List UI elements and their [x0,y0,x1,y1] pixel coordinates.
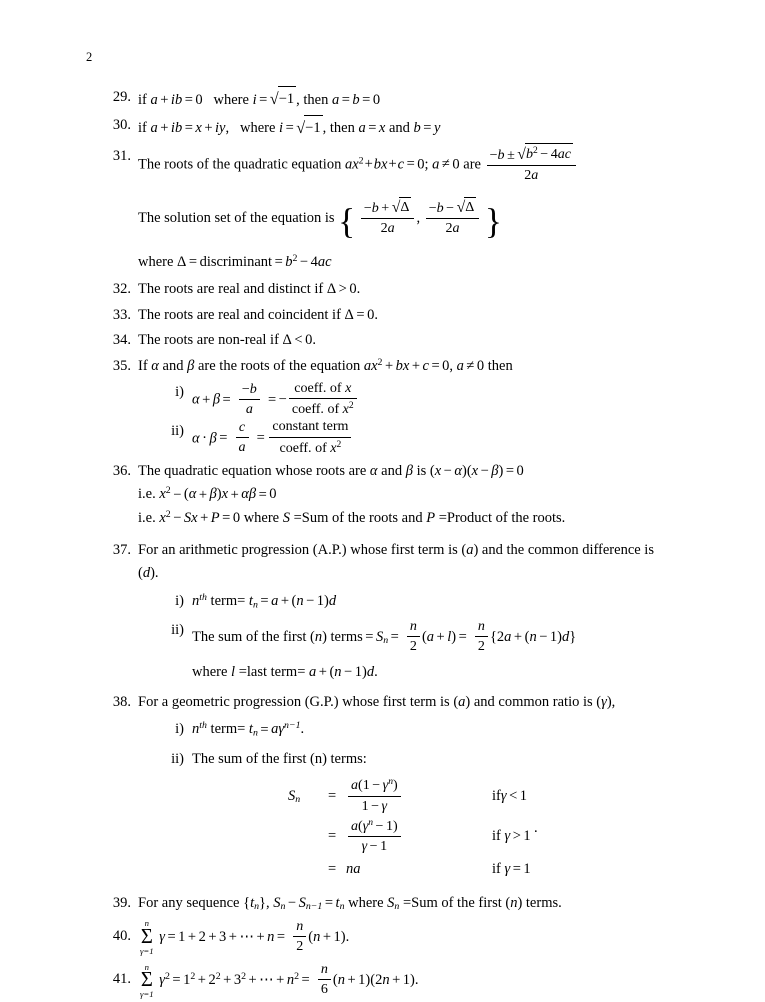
sub-item-body: The sum of the first (n) terms = $S_n$ = $\frac{n}{2}$ (a + l) = $\frac{n}{2}$ {2a + (n − 1)d} where l =last term= a + (n − 1)d. [192,619,660,685]
sub-item-label: ii) [171,751,184,768]
list-item [100,304,660,327]
sum-lower-limit: γ=1 [140,989,154,1000]
list-item [100,892,660,915]
gp-sum-intro: The sum of the first (n) terms: [192,751,367,768]
solution-root-two: $\frac{-b - √\Delta}{2a}$ [426,198,480,237]
gp-expression: $\frac{a(1 - \gamma^n)}{1 - \gamma}$ [346,778,474,816]
list-item [100,691,660,882]
sub-item-label: ii) [171,622,184,639]
list-item [100,86,660,112]
sum-lower-limit: γ=1 [140,945,154,956]
list-item [100,278,660,301]
summation-symbol: n Σ γ=1 [140,918,154,956]
gp-lhs: $S_n$ [288,787,301,806]
item-number: 40. [112,928,131,945]
item-body: n Σ γ=1 $\gamma^2 = 1^2 + 2^2 + 3^2$ + ⋯ + $n^2$ = $\frac{n}{6}$ (n + 1)(2n + 1). [140,961,419,1000]
solution-set-line: The solution set of the equation is { $\frac{-b + √\Delta}{2a}$ , $\frac{-b - √\Delta}{2a}$ } [138,199,502,242]
sum-upper-limit: n [144,918,149,929]
item-body [138,355,660,458]
list-item [100,145,660,274]
gp-equals: = [328,828,337,845]
document-content [100,86,660,1002]
gp-expression: na [346,861,361,878]
gp-row [288,818,660,856]
list-item [100,539,660,685]
sub-item-body: α + β = $\frac{-b}{a}$ = − $\frac{\text{coeff. of x}}{coeff. of x^2}$ [192,381,660,419]
item-number: 33. [112,306,131,323]
sub-item-body [192,748,660,771]
sub-item [164,718,660,742]
list-item [100,460,660,531]
gp-row [288,858,660,881]
item-number: 30. [112,117,131,134]
list-item [100,962,660,999]
item-number: 39. [112,894,131,911]
item-number: 34. [112,332,131,349]
are-word: are [463,156,481,173]
sub-item [164,748,660,771]
list-item [100,114,660,140]
solution-root-one: $\frac{-b + √\Delta}{2a}$ [361,198,415,237]
item-number: 37. [112,541,131,558]
solution-lead: The solution set of the equation is [138,210,335,227]
item-body: The roots are non-real if Δ < 0. [138,332,316,349]
summation-symbol: n Σ γ=1 [140,961,154,1000]
sum-upper-limit: n [144,961,149,972]
item-number: 35. [112,357,131,374]
sub-item-body: $n^{th}$ term= $t_n = a + (n - 1)d$ [192,591,337,610]
item-body [138,460,660,531]
sub-item-label: i) [175,384,184,401]
roots-relations-lead: If α and β are the roots of the equation $ax^2$ + bx + c = 0, a ≠ 0 then [138,356,513,374]
item-number: 32. [112,281,131,298]
item-body: The roots are real and distinct if Δ > 0. [138,281,361,298]
item-body [138,691,660,882]
quad-from-roots-line1: The quadratic equation whose roots are α and β is (x − α)(x − β) = 0 [138,462,524,479]
discriminant-line: where Δ = discriminant = $b^2 - 4ac$ [138,252,332,270]
list-item [100,919,660,956]
sub-item-body: α · β = $\frac{c}{a}$ = $\frac{\text{constant term}}{coeff. of x^2}$ [192,420,660,458]
item-body: For any sequence $\{t_n\}$, $S_n - S_{n-1} = t_n$ where $S_n =Sum$ of the first (n) terms. [138,894,562,912]
list-item [100,329,660,352]
quad-from-roots-line3: i.e. $x^2 - Sx + P = 0$ where S =Sum of the roots and P =Product of the roots. [138,508,566,527]
gp-condition: ifγ < 1 [492,787,528,804]
quad-from-roots-line2: i.e. $x^2 - (\alpha + \beta)x + \alpha\beta = 0$ [138,485,277,503]
item-number: 29. [112,89,131,105]
page-number: 2 [86,50,93,64]
item-body [138,145,660,274]
gp-row [288,778,660,816]
item-number: 41. [112,971,131,988]
gp-condition: if γ > 1 . [492,825,531,848]
sub-item-label: i) [175,721,184,738]
gp-expression: $\frac{a(\gamma^n - 1)}{\gamma - 1}$ [346,818,474,856]
item-body: if a + ib = 0 where i = √−1 , then a = b = 0 [138,86,660,112]
item-body [138,539,660,685]
quadratic-formula: $\frac{-b \pm √b^2 - 4ac}{2a}$ [487,144,576,184]
sub-item [164,619,660,685]
sub-item-label: ii) [171,422,184,439]
item-number: 36. [112,462,131,479]
sub-item-body: $n^{th}$ term= $t_n = a\gamma^{n-1}$. [192,720,305,739]
ap-lead: For an arithmetic progression (A.P.) whose first term is (a) and the common difference is (d). [138,541,654,582]
item-body: if a + ib = x + iy, where i = √−1 , then a = x and b = y [138,114,660,140]
sub-item [164,590,660,614]
sub-item-label: i) [175,592,184,609]
quadratic-lead: The roots of the quadratic equation [138,156,342,173]
item-number: 38. [112,693,131,710]
item-body: The roots are real and coincident if Δ = 0. [138,306,378,323]
sub-item [164,381,660,419]
gp-equals: = [328,787,337,804]
sub-item [164,420,660,458]
gp-equals: = [328,861,337,878]
quadratic-roots-line: The roots of the quadratic equation $ax^2+bx+c = 0$; a ≠ 0 are $\frac{-b \pm √b^2 - 4ac}{2a}$ [138,145,660,185]
item-number: 31. [112,147,131,164]
ap-where-line: where l =last term= a + (n − 1)d. [192,664,378,681]
item-body: n Σ γ=1 γ = 1 + 2 + 3 + ⋯ + n = $\frac{n}{2}$ (n + 1). [140,917,350,956]
gp-condition: if γ = 1 [492,861,531,878]
list-item [100,355,660,458]
gp-sum-system [288,778,660,882]
gp-lead: For a geometric progression (G.P.) whose first term is (a) and common ratio is (γ), [138,693,616,710]
